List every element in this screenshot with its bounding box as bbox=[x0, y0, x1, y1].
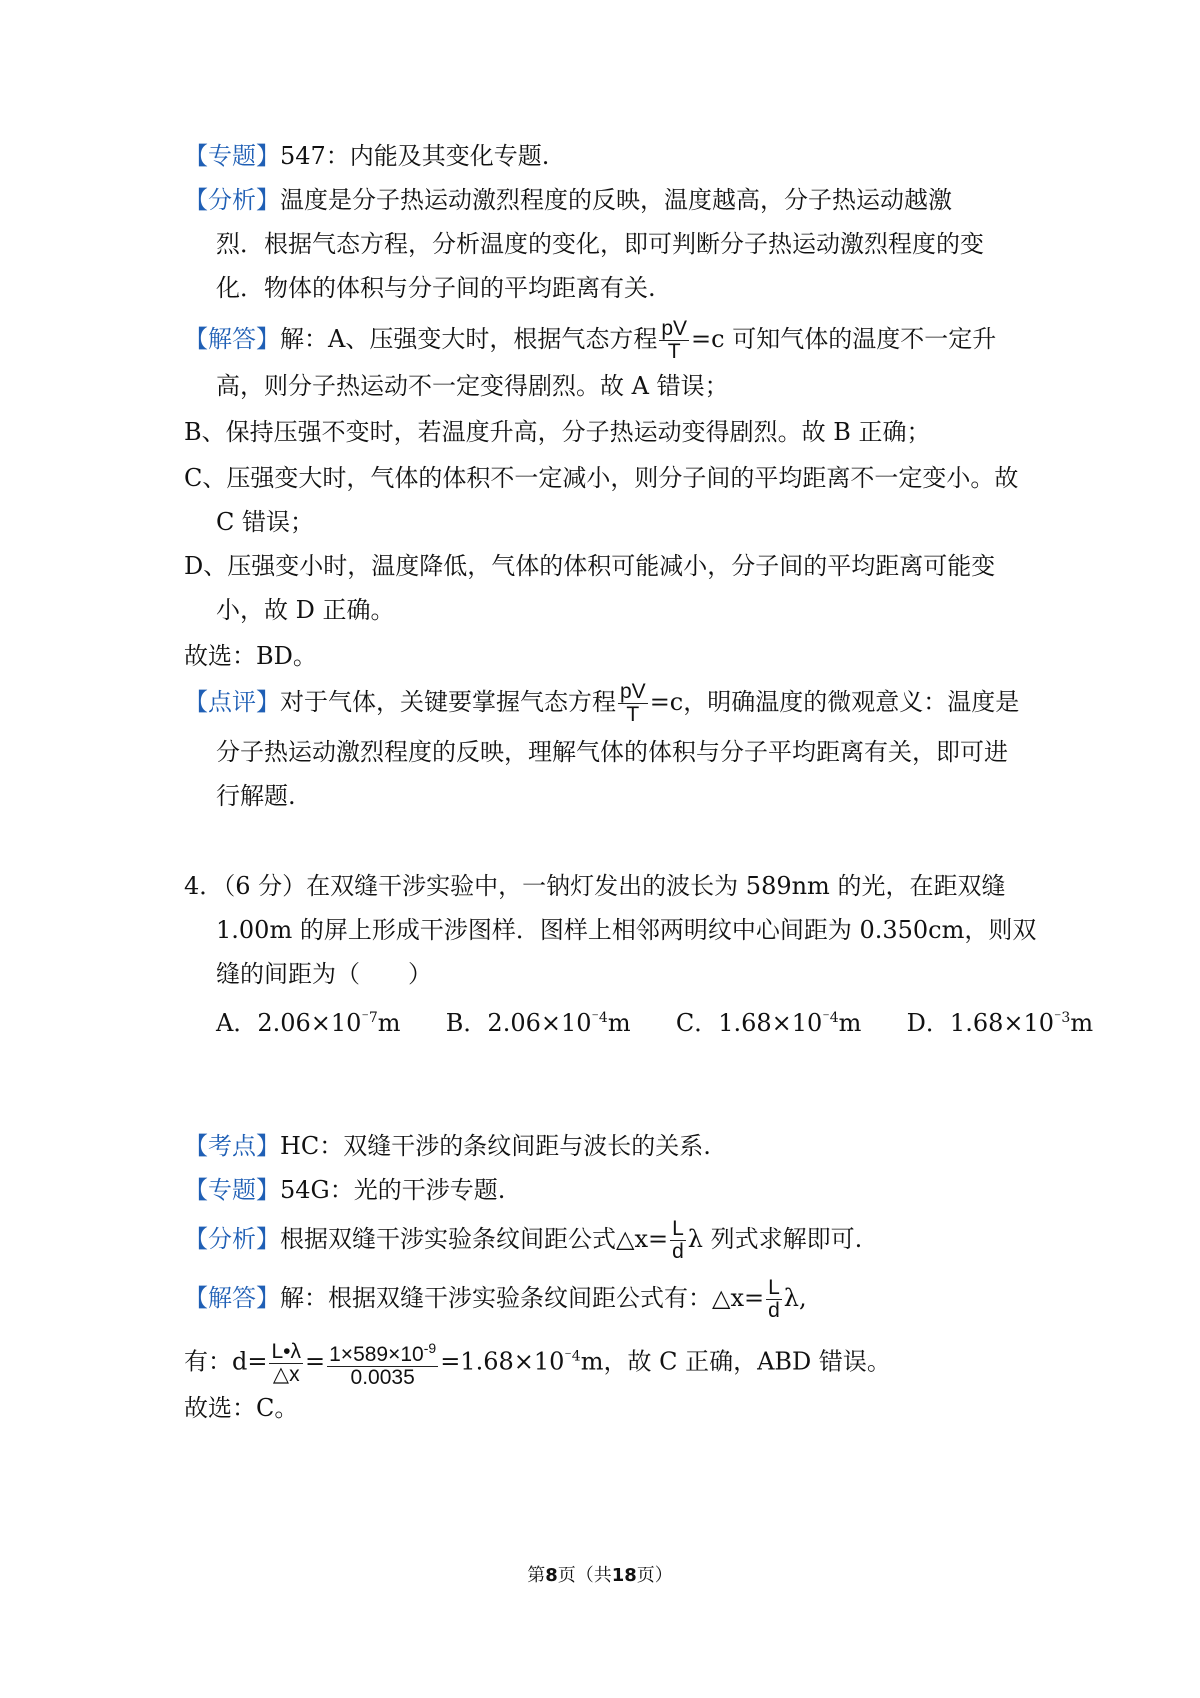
analysis-line-3: 化．物体的体积与分子间的平均距离有关. bbox=[216, 274, 656, 302]
fraction-pv-over-t-2 bbox=[618, 681, 648, 726]
answer-a-post: =c 可知气体的温度不一定升 bbox=[691, 325, 997, 353]
page-total: 18 bbox=[611, 1565, 637, 1586]
question-4-line-2: 1.00m 的屏上形成干涉图样．图样上相邻两明纹中心间距为 0.350cm，则双 bbox=[216, 916, 1037, 944]
answer-tag: 【解答】 bbox=[184, 325, 280, 353]
option-a: A．$2.06\times 10^{^-7}m$ bbox=[216, 1009, 401, 1037]
option-c: C．$1.68\times 10^{^-4}m$ bbox=[675, 1009, 862, 1037]
comment-post: =c，明确温度的微观意义：温度是 bbox=[649, 688, 1020, 716]
analysis-line-1 bbox=[184, 183, 952, 217]
answer-a-pre: 解：A、压强变大时，根据气态方程 bbox=[280, 325, 658, 353]
result-line bbox=[184, 1337, 891, 1389]
comment-tag: 【点评】 bbox=[184, 688, 280, 716]
fraction-denominator: 0.0035 bbox=[350, 1366, 415, 1389]
answer-a-line-2: 高，则分子热运动不一定变得剧烈。故 A 错误； bbox=[216, 372, 729, 400]
fraction-l-lambda-over-dx bbox=[269, 1341, 303, 1386]
fraction-denominator: d bbox=[672, 1240, 684, 1263]
analysis-q4-pre: 根据双缝干涉实验条纹间距公式△x= bbox=[280, 1225, 669, 1253]
analysis-tag: 【分析】 bbox=[184, 186, 280, 214]
answer-c-line-1: C、压强变大时，气体的体积不一定减小，则分子间的平均距离不一定变小。故 bbox=[184, 464, 1019, 492]
choice-line-q4: 故选：C。 bbox=[184, 1394, 299, 1422]
comment-line-2: 分子热运动激烈程度的反映，理解气体的体积与分子平均距离有关，即可进 bbox=[216, 738, 1008, 766]
answer-line-q4 bbox=[184, 1277, 807, 1322]
fraction-denominator: d bbox=[768, 1299, 780, 1322]
options-row bbox=[216, 1001, 1093, 1040]
analysis-text-1: 温度是分子热运动激烈程度的反映，温度越高，分子热运动越激 bbox=[280, 186, 952, 214]
result-value: =1.68×10 bbox=[440, 1347, 565, 1376]
analysis-q4-post: λ 列式求解即可. bbox=[687, 1225, 863, 1253]
fraction-numerator: L•λ bbox=[271, 1339, 302, 1363]
comment-pre: 对于气体，关键要掌握气态方程 bbox=[280, 688, 616, 716]
analysis-tag-2: 【分析】 bbox=[184, 1225, 280, 1253]
comment-line-1 bbox=[184, 681, 1019, 726]
fraction-l-over-d bbox=[670, 1218, 686, 1263]
fraction-numerator: L bbox=[672, 1217, 684, 1240]
answer-b-line: B、保持压强不变时，若温度升高，分子热运动变得剧烈。故 B 正确； bbox=[184, 418, 931, 446]
equals-sign: = bbox=[305, 1347, 326, 1376]
topic-tag: 【专题】 bbox=[184, 142, 280, 170]
topic-tag-2: 【专题】 bbox=[184, 1176, 280, 1204]
result-pre: 有：d= bbox=[184, 1347, 268, 1376]
answer-q4-pre: 解：根据双缝干涉实验条纹间距公式有：△x= bbox=[280, 1284, 765, 1312]
fraction-pv-over-t bbox=[659, 318, 689, 363]
comment-line-3: 行解题. bbox=[216, 782, 296, 810]
fraction-denominator: T bbox=[667, 340, 681, 363]
fraction-denominator: △x bbox=[272, 1362, 300, 1386]
topic-line bbox=[184, 139, 549, 173]
result-tail: m，故 C 正确，ABD 错误。 bbox=[580, 1347, 891, 1376]
choice-line: 故选：BD。 bbox=[184, 642, 317, 670]
result-exponent: ⁻4 bbox=[564, 1348, 581, 1365]
fraction-numerator: L bbox=[768, 1276, 780, 1299]
answer-q4-post: λ, bbox=[783, 1284, 807, 1312]
question-4-line-3: 缝的间距为（ ） bbox=[216, 960, 432, 988]
exam-point-line bbox=[184, 1129, 711, 1163]
fraction-numerator: pV bbox=[661, 317, 688, 340]
option-b: B．$2.06\times 10^{^-4}m$ bbox=[445, 1009, 631, 1037]
exam-point-text: HC：双缝干涉的条纹间距与波长的关系. bbox=[280, 1132, 711, 1160]
fraction-numeric bbox=[327, 1337, 438, 1389]
fraction-l-over-d-2 bbox=[766, 1277, 782, 1322]
question-4-line-1: 4．（6 分）在双缝干涉实验中，一钠灯发出的波长为 589nm 的光，在距双缝 bbox=[184, 872, 1006, 900]
analysis-line-q4 bbox=[184, 1218, 862, 1263]
fraction-denominator: T bbox=[626, 703, 640, 726]
topic-text-2: 54G：光的干涉专题. bbox=[280, 1176, 506, 1204]
page-footer: 第8页（共18页） bbox=[527, 1565, 673, 1586]
answer-d-line-1: D、压强变小时，温度降低，气体的体积可能减小，分子间的平均距离可能变 bbox=[184, 552, 996, 580]
answer-d-line-2: 小，故 D 正确。 bbox=[216, 596, 395, 624]
option-d: D．$1.68\times 10^{^-3}m$ bbox=[906, 1009, 1094, 1037]
answer-tag-2: 【解答】 bbox=[184, 1284, 280, 1312]
fraction-numerator: pV bbox=[620, 680, 646, 703]
exam-point-tag: 【考点】 bbox=[184, 1132, 280, 1160]
fraction-numerator: $1\times 589\times 10^{-9}$ bbox=[327, 1337, 438, 1367]
topic-line-2 bbox=[184, 1173, 505, 1207]
answer-line-a bbox=[184, 318, 996, 363]
analysis-line-2: 烈．根据气态方程，分析温度的变化，即可判断分子热运动激烈程度的变 bbox=[216, 230, 984, 258]
topic-text: 547：内能及其变化专题. bbox=[280, 142, 550, 170]
answer-c-line-2: C 错误； bbox=[216, 508, 314, 536]
page-number: 8 bbox=[545, 1565, 558, 1586]
